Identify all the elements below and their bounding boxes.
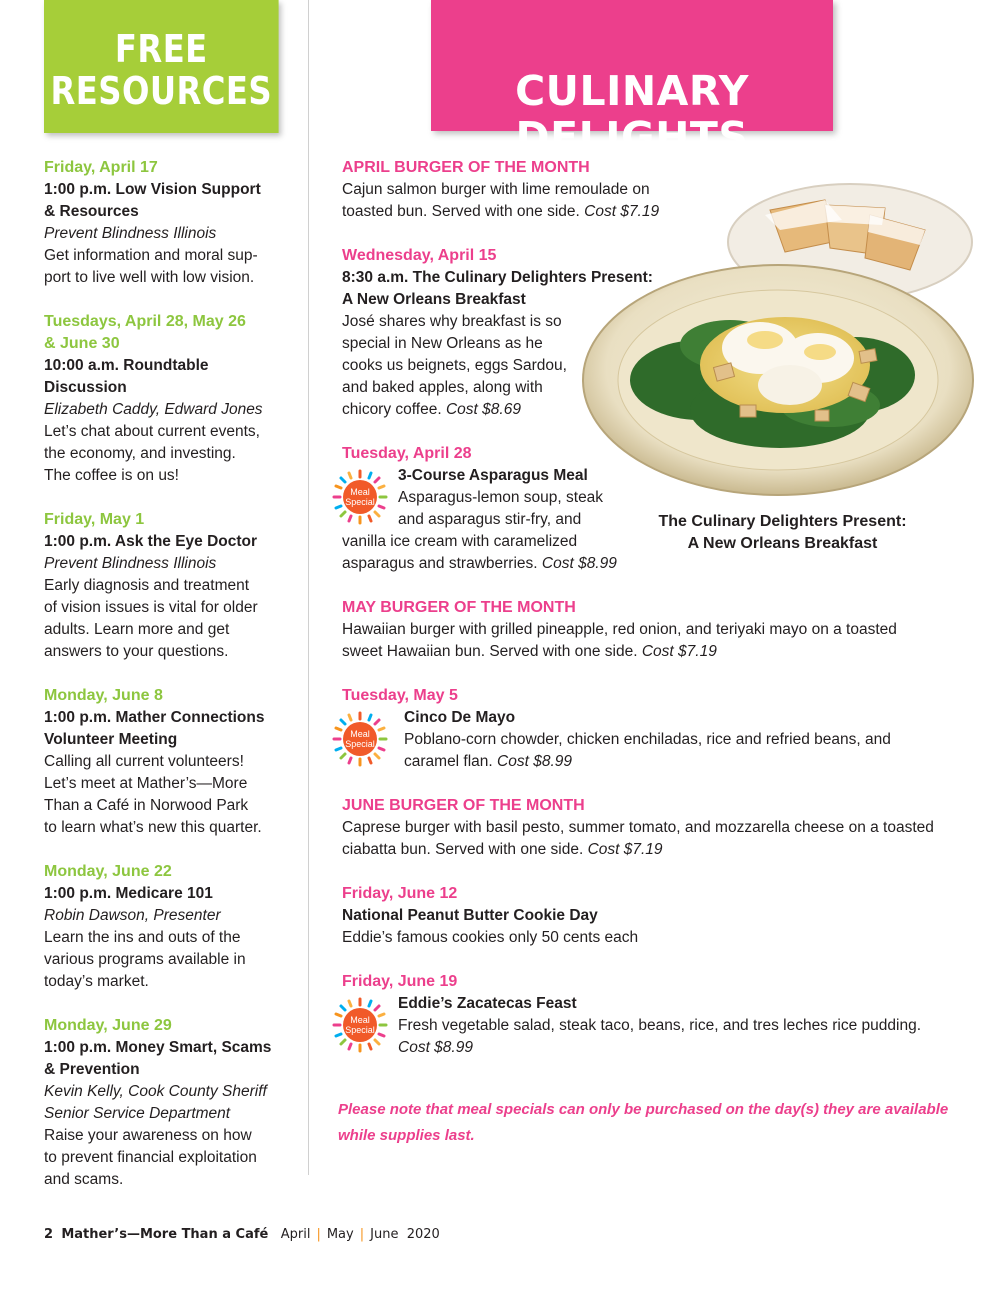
- event-desc: Eddie’s famous cookies only 50 cents each: [342, 929, 639, 946]
- badge-text: Special: [345, 739, 375, 749]
- event-desc: answers to your questions.: [44, 643, 229, 660]
- event-desc: Early diagnosis and treatment: [44, 577, 250, 594]
- event-desc: and asparagus stir-fry, and: [398, 511, 582, 528]
- event-date: Monday, June 8: [44, 687, 163, 704]
- meal-special-badge: [332, 997, 388, 1053]
- burger-heading: JUNE BURGER OF THE MONTH: [342, 797, 585, 814]
- event-desc: Poblano-corn chowder, chicken enchiladas, rice and refried beans, and: [404, 731, 891, 748]
- event-title: & Resources: [44, 203, 139, 220]
- badge-text: Special: [345, 497, 375, 507]
- burger-cost: Cost $7.19: [641, 643, 717, 660]
- meal-special-row: [342, 707, 972, 773]
- event-title: & Prevention: [44, 1061, 140, 1078]
- event-desc: José shares why breakfast is so: [342, 313, 562, 330]
- resource-event: [44, 861, 294, 993]
- event-title: 1:00 p.m. Medicare 101: [44, 885, 213, 902]
- badge-text: Meal: [350, 1015, 370, 1025]
- burger-heading: MAY BURGER OF THE MONTH: [342, 599, 576, 616]
- event-title: 8:30 a.m. The Culinary Delighters Present:: [342, 269, 653, 286]
- event-desc: the economy, and investing.: [44, 445, 236, 462]
- event-date: Friday, June 12: [342, 885, 458, 902]
- burger-of-month: [342, 597, 972, 663]
- burger-cost: Cost $7.19: [584, 203, 660, 220]
- resource-event: [44, 509, 294, 663]
- burger-of-month: [342, 157, 972, 223]
- culinary-event: [342, 245, 672, 421]
- page-number: 2: [44, 1227, 54, 1242]
- burger-desc: Hawaiian burger with grilled pineapple, red onion, and teriyaki mayo on a toasted: [342, 621, 897, 638]
- event-title: 1:00 p.m. Mather Connections: [44, 709, 265, 726]
- event-desc: special in New Orleans as he: [342, 335, 543, 352]
- free-resources-banner: [44, 0, 279, 133]
- note-line: Please note that meal specials can only be purchased on the day(s) they are available: [338, 1101, 949, 1118]
- event-desc: Than a Café in Norwood Park: [44, 797, 249, 814]
- meal-special-note: [338, 1097, 958, 1149]
- event-desc: and baked apples, along with: [342, 379, 543, 396]
- event-desc: today’s market.: [44, 973, 149, 990]
- event-desc: and scams.: [44, 1171, 124, 1188]
- banner-title: CULINARY DELIGHTS: [515, 67, 749, 161]
- culinary-list: [342, 157, 972, 1081]
- burger-desc-line: [342, 201, 972, 223]
- banner-line-2: RESOURCES: [50, 69, 273, 113]
- resource-event: [44, 685, 294, 839]
- banner-line-1: FREE: [114, 27, 208, 71]
- event-desc: Raise your awareness on how: [44, 1127, 252, 1144]
- culinary-event: [342, 443, 672, 575]
- event-desc: Let’s chat about current events,: [44, 423, 260, 440]
- culinary-delights-banner: [431, 0, 833, 161]
- burger-of-month: [342, 795, 972, 861]
- burger-desc: Cajun salmon burger with lime remoulade on: [342, 181, 650, 198]
- event-date: Tuesdays, April 28, May 26: [44, 313, 246, 330]
- event-presenter: Senior Service Department: [44, 1105, 231, 1122]
- event-title: Eddie’s Zacatecas Feast: [398, 995, 577, 1012]
- footer-year: 2020: [406, 1227, 440, 1242]
- event-desc: Learn the ins and outs of the: [44, 929, 241, 946]
- resource-event: [44, 311, 294, 487]
- event-presenter: Robin Dawson, Presenter: [44, 907, 221, 924]
- event-desc: various programs available in: [44, 951, 246, 968]
- page-footer: 2 Mather’s—More Than a Café April | May | June 2020: [44, 1227, 440, 1242]
- event-desc: to learn what’s new this quarter.: [44, 819, 262, 836]
- event-title: A New Orleans Breakfast: [342, 291, 526, 308]
- meal-special-row: [342, 465, 672, 575]
- event-date: Friday, June 19: [342, 973, 458, 990]
- event-date: Tuesday, May 5: [342, 687, 458, 704]
- event-cost: Cost $8.99: [497, 753, 573, 770]
- event-title: 1:00 p.m. Ask the Eye Doctor: [44, 533, 258, 550]
- event-presenter: Kevin Kelly, Cook County Sheriff: [44, 1083, 267, 1100]
- event-desc: vanilla ice cream with caramelized: [342, 533, 578, 550]
- event-desc: to prevent financial exploitation: [44, 1149, 257, 1166]
- burger-desc: toasted bun. Served with one side.: [342, 203, 580, 220]
- resource-event: [44, 1015, 294, 1191]
- event-title: Cinco De Mayo: [404, 709, 516, 726]
- event-desc: of vision issues is vital for older: [44, 599, 258, 616]
- event-desc: asparagus and strawberries.: [342, 555, 538, 572]
- publication-title: Mather’s—More Than a Café: [61, 1227, 269, 1242]
- badge-text: Special: [345, 1025, 375, 1035]
- column-divider: [308, 0, 309, 1175]
- burger-desc: Caprese burger with basil pesto, summer tomato, and mozzarella cheese on a toasted: [342, 819, 934, 836]
- event-title: 3-Course Asparagus Meal: [398, 467, 588, 484]
- event-date: Friday, May 1: [44, 511, 145, 528]
- meal-special-badge: [332, 469, 388, 525]
- event-desc: Calling all current volunteers!: [44, 753, 244, 770]
- event-presenter: Prevent Blindness Illinois: [44, 225, 217, 242]
- event-title: 1:00 p.m. Low Vision Support: [44, 181, 261, 198]
- badge-text: Meal: [350, 487, 370, 497]
- event-date: & June 30: [44, 335, 120, 352]
- event-date: Monday, June 29: [44, 1017, 172, 1034]
- event-cost: Cost $8.69: [445, 401, 521, 418]
- event-date: Tuesday, April 28: [342, 445, 472, 462]
- event-desc: cooks us beignets, eggs Sardou,: [342, 357, 567, 374]
- caption-line: The Culinary Delighters Present:: [658, 513, 907, 530]
- burger-cost: Cost $7.19: [587, 841, 663, 858]
- footer-month: May: [326, 1227, 354, 1242]
- event-desc: port to live well with low vision.: [44, 269, 255, 286]
- event-title: National Peanut Butter Cookie Day: [342, 907, 598, 924]
- event-date: Friday, April 17: [44, 159, 158, 176]
- event-title: 1:00 p.m. Money Smart, Scams: [44, 1039, 272, 1056]
- event-date: Wednesday, April 15: [342, 247, 497, 264]
- event-title: 10:00 a.m. Roundtable Discussion: [44, 357, 209, 396]
- footer-month: April: [280, 1227, 311, 1242]
- caption-line: A New Orleans Breakfast: [687, 535, 878, 552]
- note-line: while supplies last.: [338, 1127, 475, 1144]
- event-presenter: Elizabeth Caddy, Edward Jones: [44, 401, 263, 418]
- event-desc: The coffee is on us!: [44, 467, 179, 484]
- burger-heading: APRIL BURGER OF THE MONTH: [342, 159, 590, 176]
- event-desc: Fresh vegetable salad, steak taco, beans, rice, and tres leches rice pudding.: [398, 1017, 921, 1034]
- meal-special-row: [342, 993, 972, 1059]
- event-date: Monday, June 22: [44, 863, 172, 880]
- culinary-event: [342, 883, 972, 949]
- burger-desc: sweet Hawaiian bun. Served with one side.: [342, 643, 638, 660]
- event-desc: caramel flan.: [404, 753, 493, 770]
- event-desc: Get information and moral sup-: [44, 247, 258, 264]
- footer-month: June: [370, 1227, 399, 1242]
- free-resources-list: [44, 157, 294, 1213]
- culinary-event: [342, 971, 972, 1059]
- event-desc: Let’s meet at Mather’s—More: [44, 775, 248, 792]
- badge-text: Meal: [350, 729, 370, 739]
- event-presenter: Prevent Blindness Illinois: [44, 555, 217, 572]
- meal-special-badge: [332, 711, 388, 767]
- event-desc: Asparagus-lemon soup, steak: [398, 489, 604, 506]
- event-cost: Cost $8.99: [541, 555, 617, 572]
- event-cost: Cost $8.99: [398, 1039, 473, 1056]
- event-desc: adults. Learn more and get: [44, 621, 230, 638]
- resource-event: [44, 157, 294, 289]
- burger-desc: ciabatta bun. Served with one side.: [342, 841, 584, 858]
- culinary-event: [342, 685, 972, 773]
- event-desc: chicory coffee.: [342, 401, 442, 418]
- event-title: Volunteer Meeting: [44, 731, 178, 748]
